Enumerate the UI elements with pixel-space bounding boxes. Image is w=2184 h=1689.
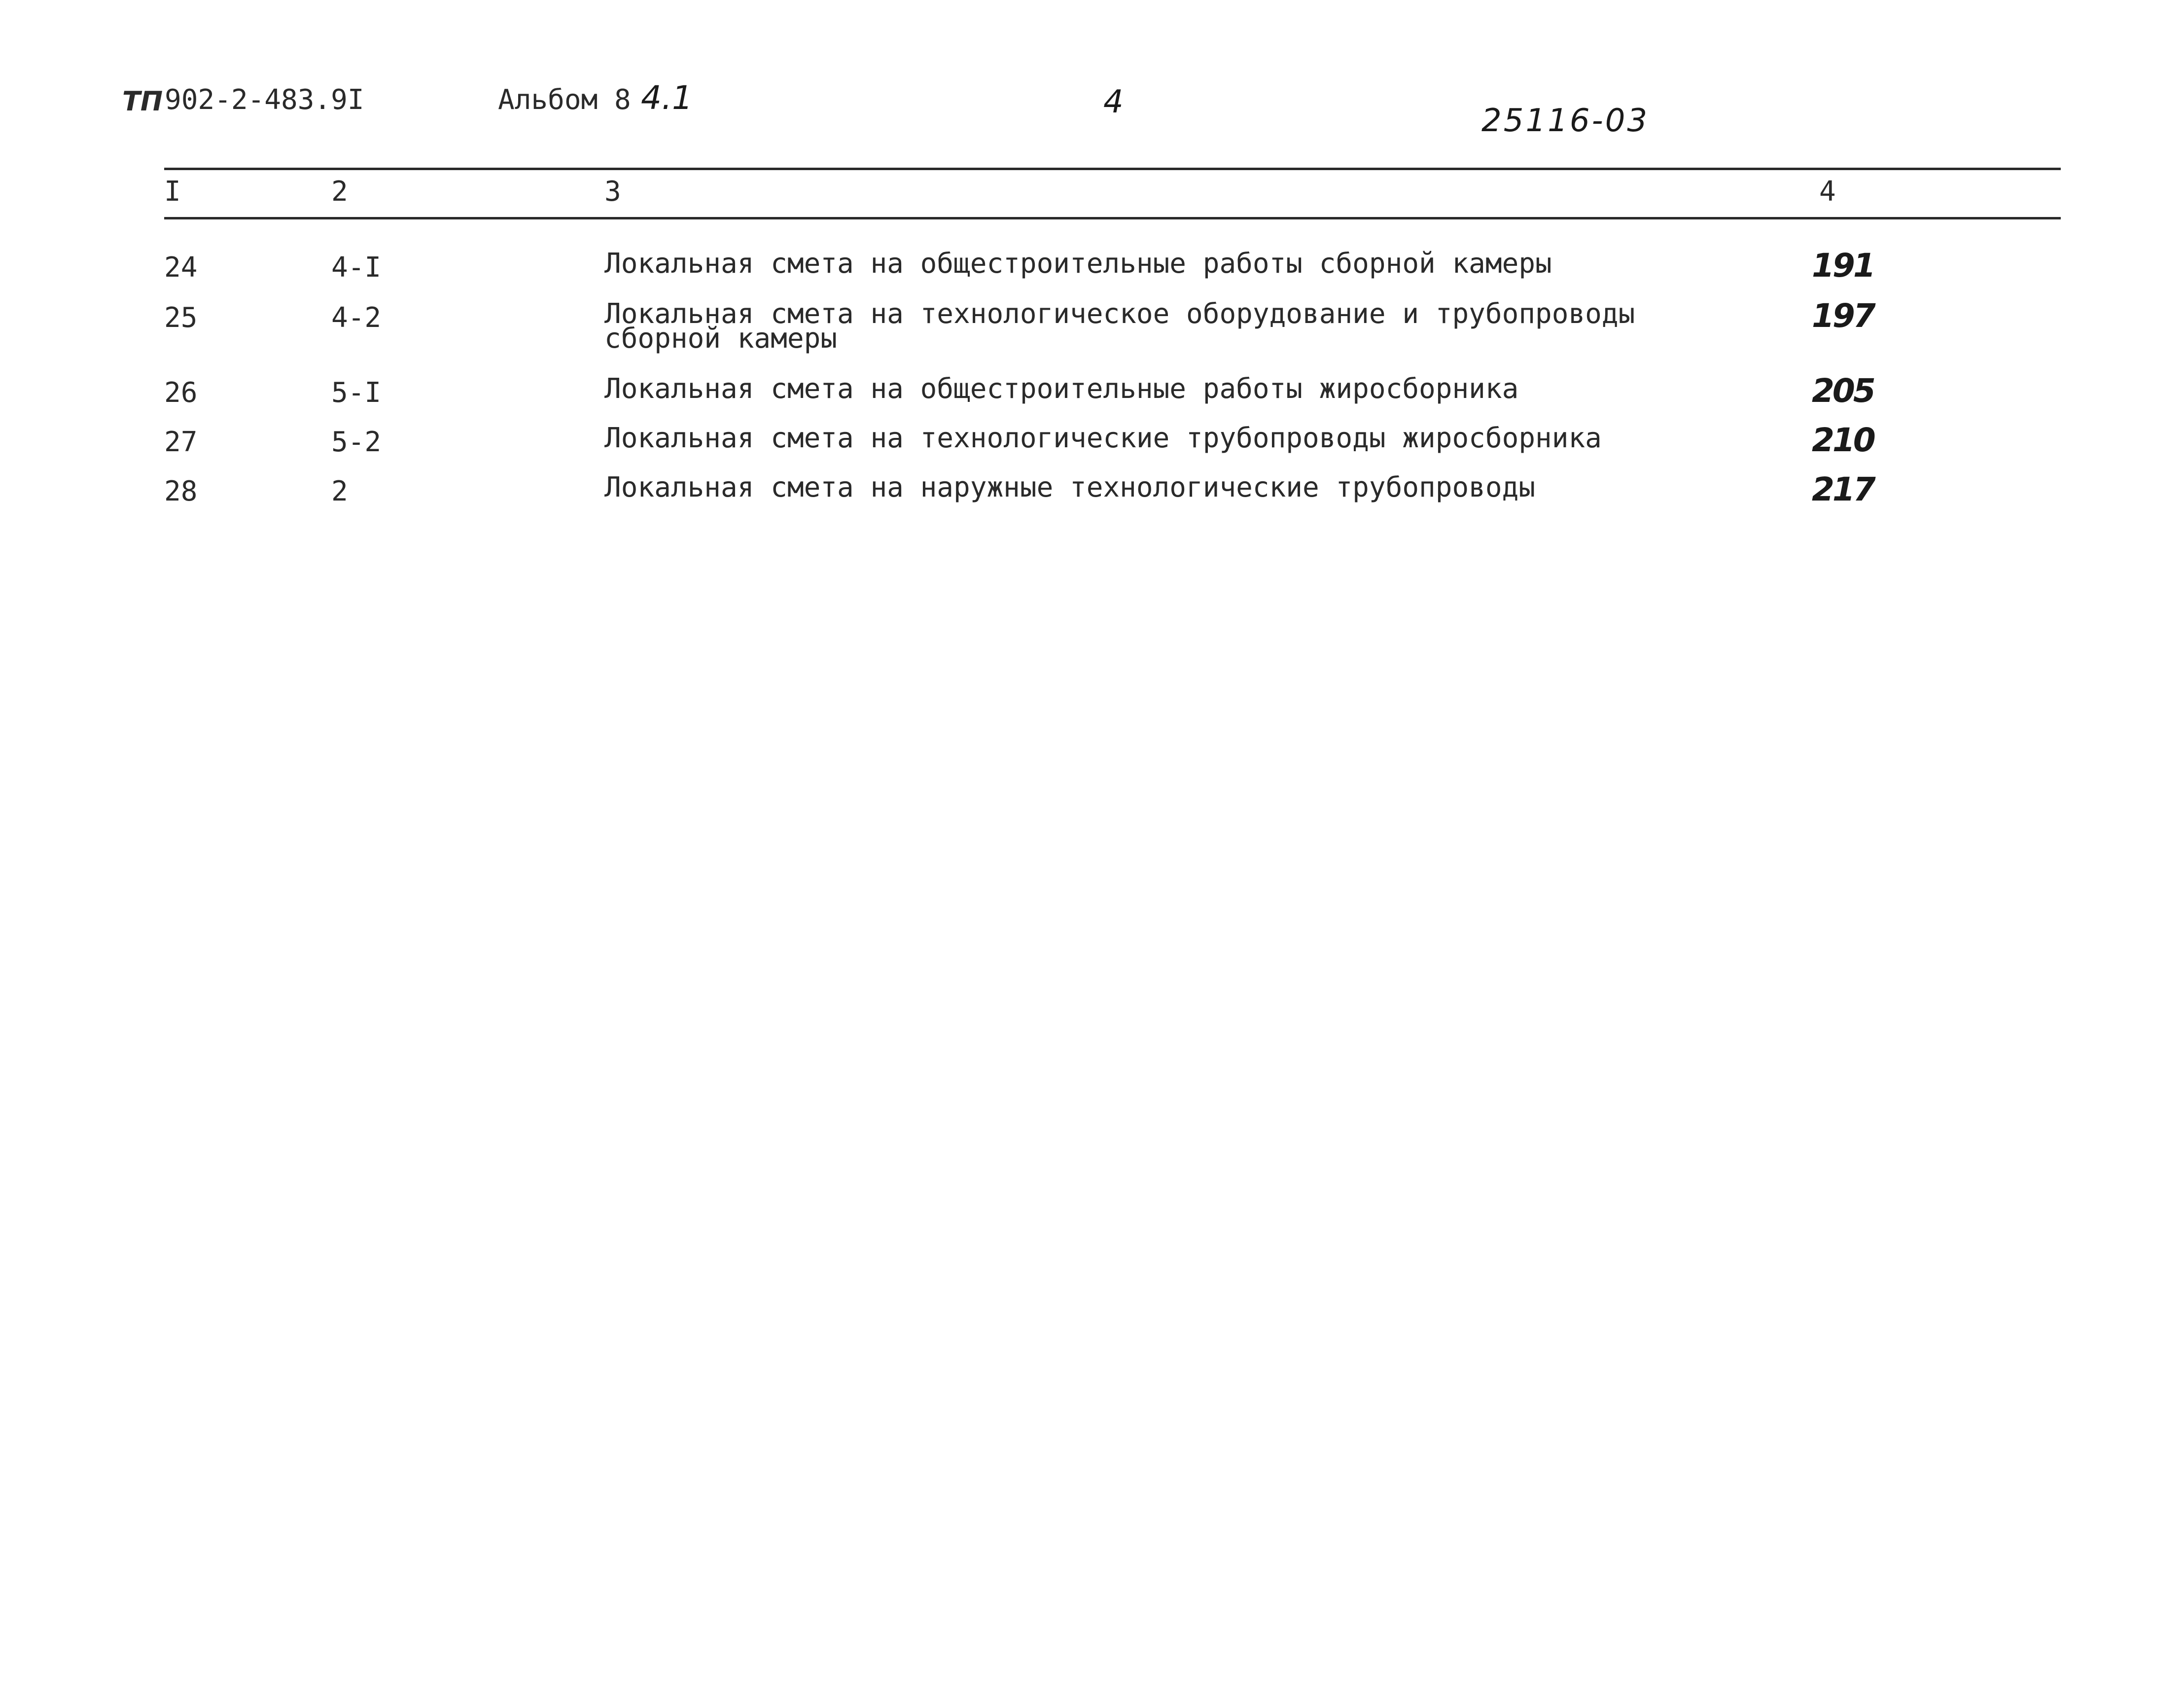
row-code: 2	[331, 475, 348, 507]
column-header-title: 3	[604, 176, 621, 208]
doc-code-prefix: ТП	[122, 86, 163, 117]
archive-number: 25116-03	[1481, 103, 1650, 139]
row-page: 205	[1812, 372, 1874, 410]
row-page: 191	[1812, 247, 1874, 285]
row-code: 4-2	[331, 302, 382, 334]
row-number: 28	[164, 475, 198, 507]
row-page: 210	[1812, 421, 1874, 459]
table-top-rule	[164, 168, 2061, 170]
row-code: 4-I	[331, 252, 382, 284]
album-label: Альбом 8	[498, 84, 631, 116]
table-header-rule	[164, 217, 2061, 219]
row-title: Локальная смета на технологическое оборудование и трубопроводы сборной камеры	[604, 298, 1635, 355]
row-title: Локальная смета на общестроительные работы жиросборника	[604, 373, 1519, 405]
column-header-number: I	[164, 176, 181, 208]
column-header-code: 2	[331, 176, 348, 208]
row-number: 24	[164, 252, 198, 284]
doc-code: 902-2-483.9I	[165, 84, 364, 116]
column-header-page: 4	[1819, 176, 1836, 208]
row-title: Локальная смета на общестроительные работы сборной камеры	[604, 248, 1552, 280]
row-number: 27	[164, 426, 198, 458]
page-number: 4	[1103, 84, 1124, 120]
row-code: 5-2	[331, 426, 382, 458]
row-number: 25	[164, 302, 198, 334]
row-code: 5-I	[331, 377, 382, 409]
row-page: 217	[1812, 470, 1874, 508]
row-title: Локальная смета на наружные технологические трубопроводы	[604, 471, 1536, 503]
album-number: 4.1	[641, 79, 693, 117]
row-title: Локальная смета на технологические трубопроводы жиросборника	[604, 422, 1602, 454]
row-number: 26	[164, 377, 198, 409]
row-page: 197	[1812, 297, 1874, 335]
